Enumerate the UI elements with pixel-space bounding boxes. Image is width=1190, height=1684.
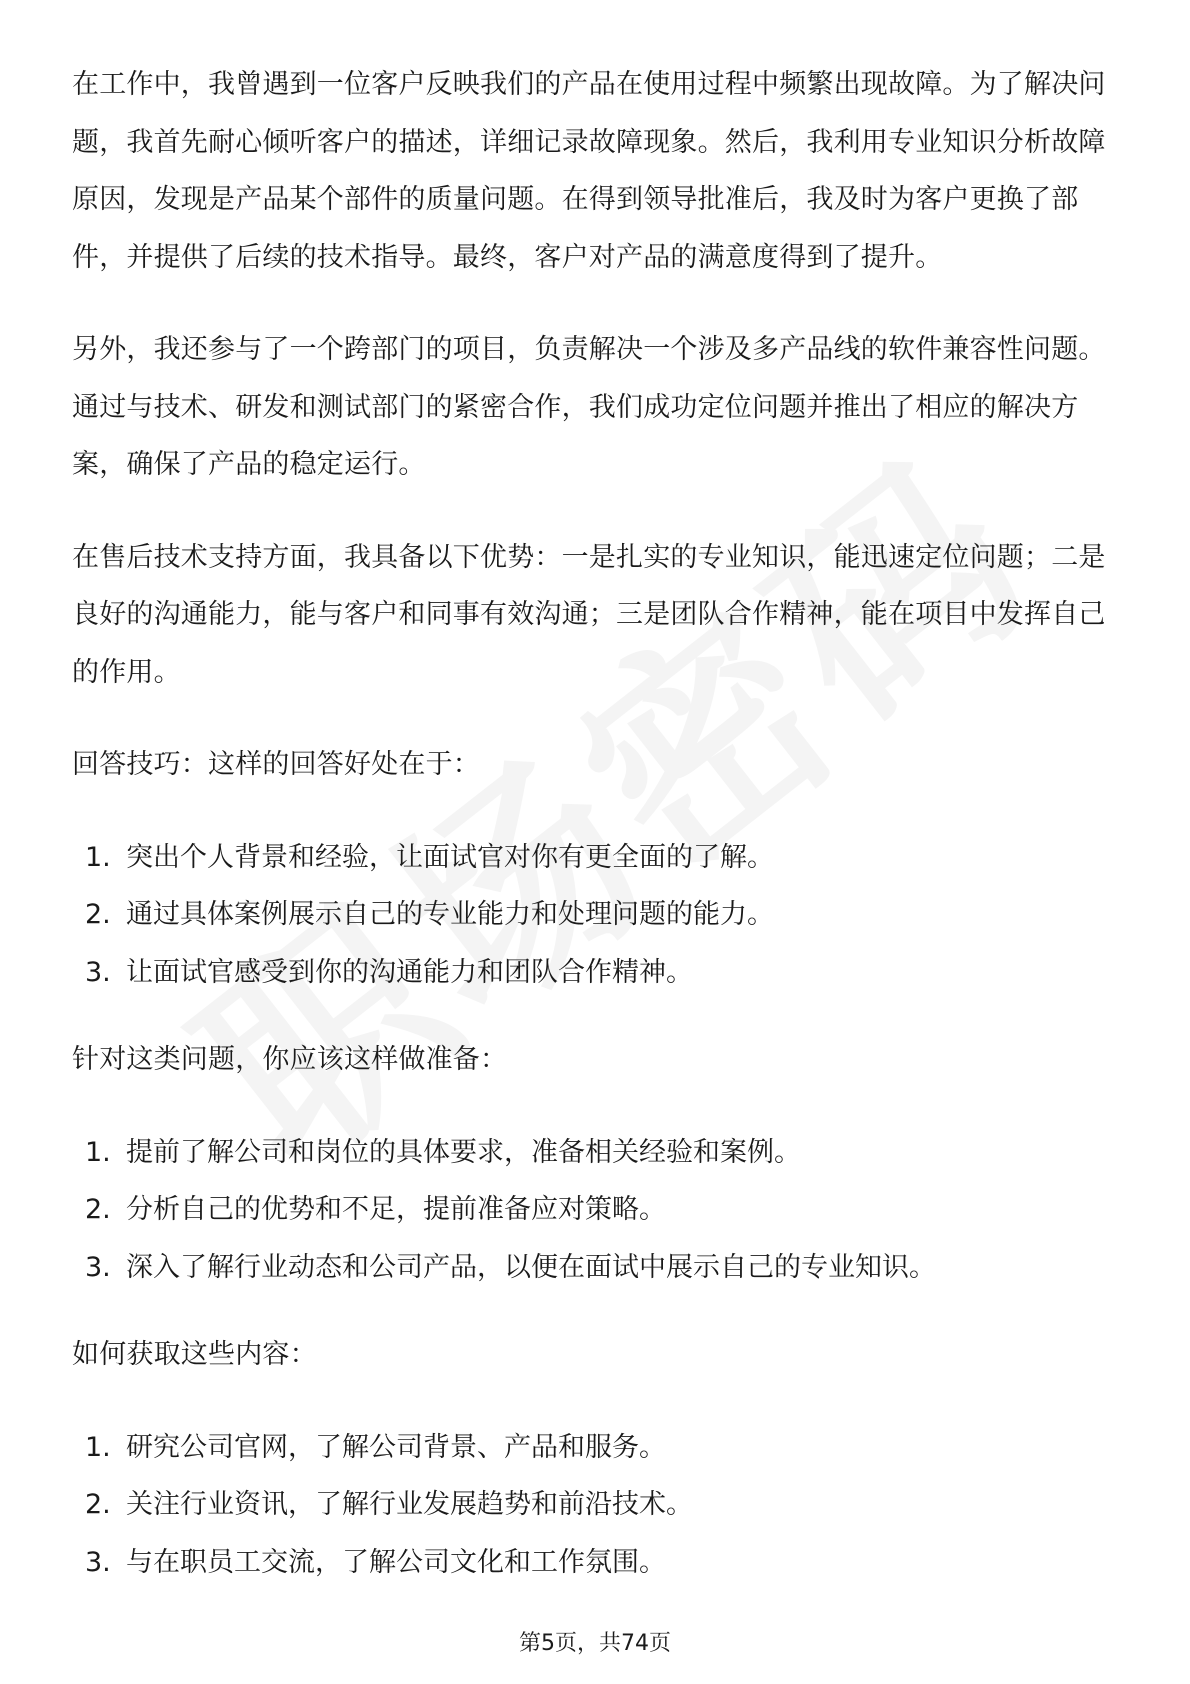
paragraph-project: 另外，我还参与了一个跨部门的项目，负责解决一个涉及多产品线的软件兼容性问题。通过与技术、研发和测试部门的紧密合作，我们成功定位问题并推出了相应的解决方案，确保了产品的稳定运行。 [72, 334, 1106, 480]
list-item [72, 1181, 1122, 1239]
list-item-text: 深入了解行业动态和公司产品，以便在面试中展示自己的专业知识。 [126, 1251, 936, 1283]
list-item-text: 分析自己的优势和不足，提前准备应对策略。 [126, 1194, 666, 1225]
list-number: 3. [85, 1251, 111, 1283]
paragraph-experience: 在工作中，我曾遇到一位客户反映我们的产品在使用过程中频繁出现故障。为了解决问题，我首先耐心倾听客户的描述，详细记录故障现象。然后，我利用专业知识分析故障原因，发现是产品某个部件的质量问题。在得到领导批准后，我及时为客户更换了部件，并提供了后续的技术指导。最终，客户对产品的满意度得到了提升。 [72, 69, 1106, 273]
list-item-text: 与在职员工交流，了解公司文化和工作氛围。 [126, 1546, 666, 1578]
section-heading-tips: 回答技巧：这样的回答好处在于： [72, 749, 480, 780]
list-item [72, 829, 1122, 887]
list-item [72, 1419, 1122, 1477]
preparation-list [72, 1124, 1122, 1297]
list-item [72, 886, 1122, 944]
list-number: 2. [85, 1194, 111, 1225]
section-heading-preparation: 针对这类问题，你应该这样做准备： [72, 1044, 508, 1075]
list-item [72, 1124, 1122, 1182]
list-item [72, 944, 1122, 1002]
list-item [72, 1476, 1122, 1534]
list-number: 2. [85, 1489, 111, 1520]
list-item-text: 提前了解公司和岗位的具体要求，准备相关经验和案例。 [126, 1136, 801, 1168]
list-number: 1. [85, 841, 111, 873]
page-number-footer: 第5页，共74页 [519, 1631, 671, 1656]
list-item-text: 研究公司官网，了解公司背景、产品和服务。 [126, 1431, 666, 1463]
sources-list [72, 1419, 1122, 1592]
list-item [72, 1239, 1122, 1297]
list-number: 3. [85, 956, 111, 988]
paragraph-strengths: 在售后技术支持方面，我具备以下优势：一是扎实的专业知识，能迅速定位问题；二是良好的沟通能力，能与客户和同事有效沟通；三是团队合作精神，能在项目中发挥自己的作用。 [72, 541, 1106, 688]
list-number: 2. [85, 899, 111, 930]
list-item-text: 突出个人背景和经验，让面试官对你有更全面的了解。 [126, 841, 774, 873]
list-number: 3. [85, 1546, 111, 1578]
list-number: 1. [85, 1136, 111, 1168]
list-item-text: 关注行业资讯，了解行业发展趋势和前沿技术。 [126, 1489, 693, 1520]
list-item-text: 让面试官感受到你的沟通能力和团队合作精神。 [126, 956, 693, 988]
tips-list [72, 829, 1122, 1002]
document-body [72, 56, 1122, 1621]
section-heading-sources: 如何获取这些内容： [72, 1339, 317, 1370]
list-item-text: 通过具体案例展示自己的专业能力和处理问题的能力。 [126, 899, 774, 930]
list-number: 1. [85, 1431, 111, 1463]
list-item [72, 1534, 1122, 1592]
